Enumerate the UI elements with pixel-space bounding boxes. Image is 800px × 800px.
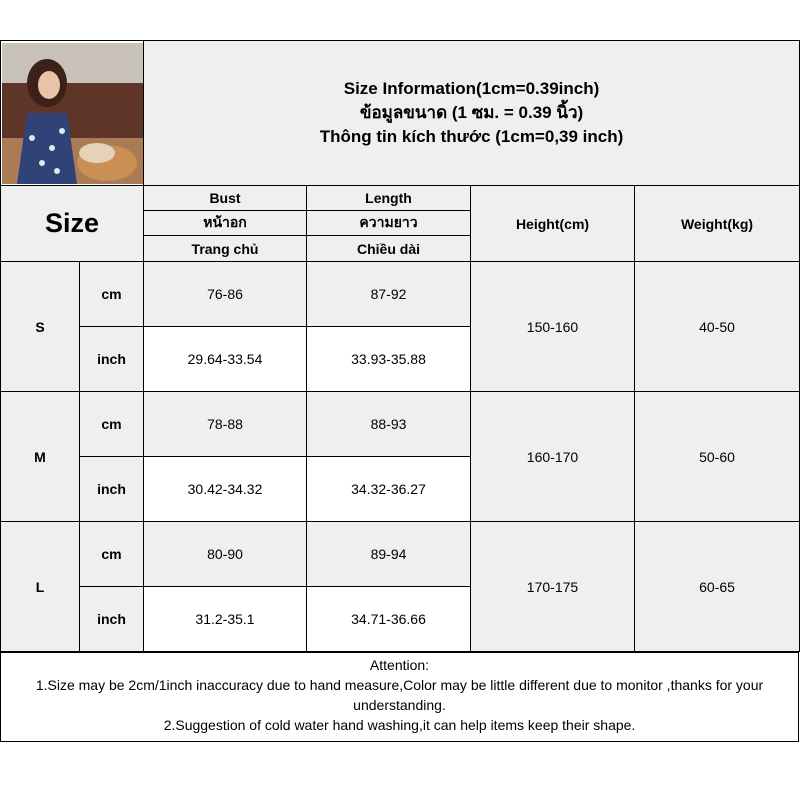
l-weight: 60-65	[635, 522, 800, 652]
m-length-cm: 88-93	[307, 392, 471, 457]
title-thai: ข้อมูลขนาด (1 ซม. = 0.39 นิ้ว)	[359, 103, 584, 122]
model-photo-illustration	[2, 43, 143, 184]
l-height: 170-175	[471, 522, 635, 652]
size-s-label: S	[1, 262, 80, 392]
s-bust-cm: 76-86	[144, 262, 307, 327]
length-header-vi: Chiều dài	[307, 236, 471, 262]
product-photo	[2, 43, 143, 184]
s-height: 150-160	[471, 262, 635, 392]
length-header-en: Length	[307, 186, 471, 211]
m-weight: 50-60	[635, 392, 800, 522]
title-vietnamese: Thông tin kích thước (1cm=0,39 inch)	[319, 127, 624, 146]
size-chart	[0, 40, 799, 742]
length-header-th: ความยาว	[307, 211, 471, 236]
unit-inch-label: inch	[80, 457, 144, 522]
l-bust-cm: 80-90	[144, 522, 307, 587]
l-bust-inch: 31.2-35.1	[144, 587, 307, 652]
size-l-label: L	[1, 522, 80, 652]
l-length-cm: 89-94	[307, 522, 471, 587]
s-bust-inch: 29.64-33.54	[144, 327, 307, 392]
size-table	[0, 40, 800, 652]
size-m-label: M	[1, 392, 80, 522]
attention-line-2: 2.Suggestion of cold water hand washing,it can help items keep their shape.	[163, 717, 636, 733]
s-length-cm: 87-92	[307, 262, 471, 327]
title-english: Size Information(1cm=0.39inch)	[343, 79, 600, 98]
product-photo-cell	[1, 41, 144, 186]
bust-header-vi: Trang chủ	[144, 236, 307, 262]
m-bust-cm: 78-88	[144, 392, 307, 457]
s-weight: 40-50	[635, 262, 800, 392]
s-length-inch: 33.93-35.88	[307, 327, 471, 392]
m-length-inch: 34.32-36.27	[307, 457, 471, 522]
bust-header-th: หน้าอก	[144, 211, 307, 236]
attention-heading: Attention:	[369, 657, 430, 673]
unit-cm-label: cm	[80, 392, 144, 457]
weight-header: Weight(kg)	[635, 186, 800, 262]
height-header: Height(cm)	[471, 186, 635, 262]
bust-header-en: Bust	[144, 186, 307, 211]
attention-note	[0, 652, 799, 742]
m-height: 160-170	[471, 392, 635, 522]
unit-cm-label: cm	[80, 522, 144, 587]
unit-cm-label: cm	[80, 262, 144, 327]
unit-inch-label: inch	[80, 587, 144, 652]
m-bust-inch: 30.42-34.32	[144, 457, 307, 522]
size-header: Size	[1, 186, 144, 262]
title-cell	[144, 41, 800, 186]
attention-line-1: 1.Size may be 2cm/1inch inaccuracy due to hand measure,Color may be little different due to monitor ,thanks for your understanding.	[35, 677, 764, 713]
l-length-inch: 34.71-36.66	[307, 587, 471, 652]
unit-inch-label: inch	[80, 327, 144, 392]
